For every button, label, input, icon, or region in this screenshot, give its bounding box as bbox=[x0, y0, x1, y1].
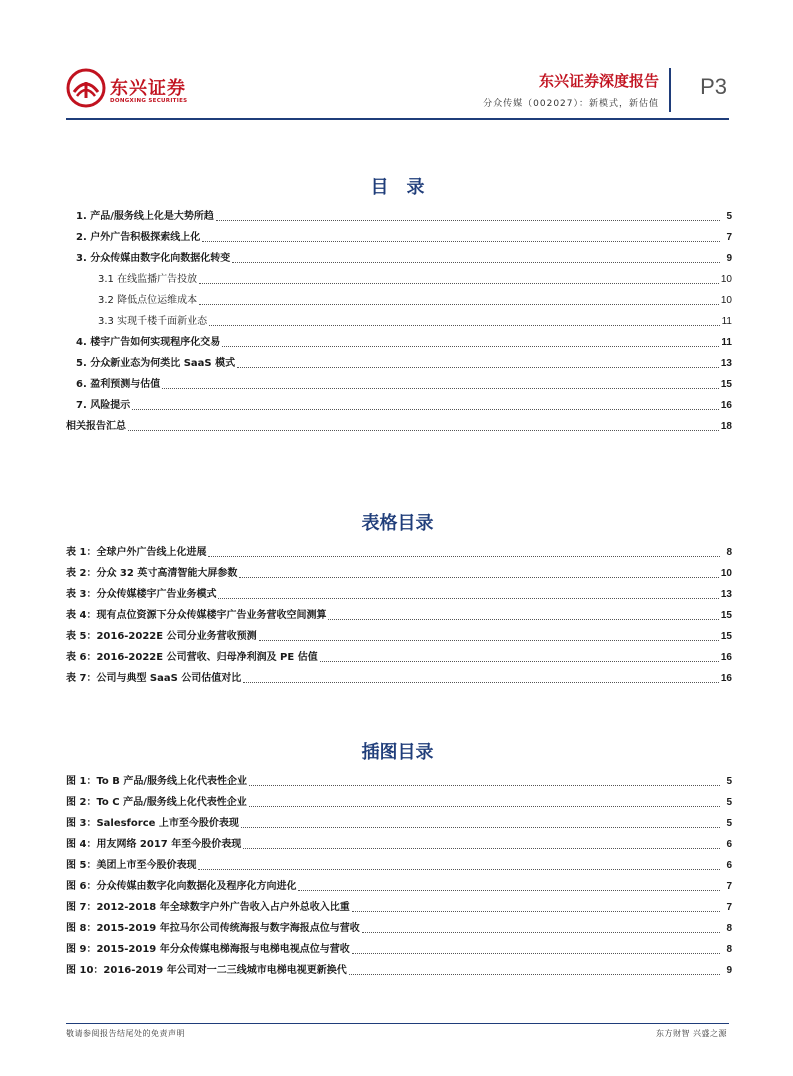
toc-entry-page: 10 bbox=[720, 295, 732, 306]
leader-dots bbox=[128, 429, 719, 431]
figure-entry-label: 图 5：美团上市至今股价表现 bbox=[66, 860, 197, 871]
toc-entry-page: 15 bbox=[720, 379, 732, 390]
figure-entry-page: 5 bbox=[726, 776, 732, 787]
leader-dots bbox=[328, 618, 718, 620]
toc-entry-page: 5 bbox=[726, 211, 732, 222]
toc-entry-label: 4. 楼宇广告如何实现程序化交易 bbox=[76, 337, 221, 348]
leader-dots bbox=[352, 952, 720, 954]
company-logo bbox=[66, 68, 226, 112]
figure-entry-label: 图 2：To C 产品/服务线上化代表性企业 bbox=[66, 797, 247, 808]
leader-dots bbox=[362, 931, 720, 933]
toc-entry-label: 3. 分众传媒由数字化向数据化转变 bbox=[76, 253, 231, 264]
toc-entry[interactable] bbox=[76, 375, 732, 392]
toc-entry-label: 1. 产品/服务线上化是大势所趋 bbox=[76, 211, 214, 222]
leader-dots bbox=[349, 973, 720, 975]
toc-entry[interactable] bbox=[76, 396, 732, 413]
toc-entry-page: 7 bbox=[726, 232, 732, 243]
figure-entry-page: 7 bbox=[726, 902, 732, 913]
figure-entry[interactable] bbox=[66, 877, 732, 894]
toc-entry-page: 10 bbox=[720, 274, 732, 285]
toc-entry-label: 5. 分众新业态为何类比 SaaS 模式 bbox=[76, 358, 236, 369]
figure-entry-page: 6 bbox=[726, 860, 732, 871]
toc-entry[interactable] bbox=[76, 333, 732, 350]
leader-dots bbox=[208, 555, 720, 557]
toc-entry-label: 3.2 降低点位运维成本 bbox=[98, 295, 198, 306]
leader-dots bbox=[320, 660, 719, 662]
leader-dots bbox=[216, 219, 720, 221]
table-entry[interactable] bbox=[66, 648, 732, 665]
toc-subentry[interactable] bbox=[98, 312, 732, 329]
leader-dots bbox=[209, 324, 720, 326]
figure-entry-page: 6 bbox=[726, 839, 732, 850]
toc-entry[interactable] bbox=[76, 207, 732, 224]
leader-dots bbox=[249, 784, 720, 786]
toc-entry-page: 13 bbox=[720, 358, 732, 369]
leader-dots bbox=[241, 826, 720, 828]
toc-entry-label: 相关报告汇总 bbox=[66, 421, 126, 432]
figure-entry[interactable] bbox=[66, 940, 732, 957]
figure-entry[interactable] bbox=[66, 772, 732, 789]
table-entry-page: 15 bbox=[720, 631, 732, 642]
table-entry[interactable] bbox=[66, 585, 732, 602]
figure-entry-label: 图 6：分众传媒由数字化向数据化及程序化方向进化 bbox=[66, 881, 297, 892]
figure-entry-page: 5 bbox=[726, 797, 732, 808]
toc-subentry[interactable] bbox=[98, 291, 732, 308]
leader-dots bbox=[199, 303, 719, 305]
figure-entry[interactable] bbox=[66, 961, 732, 978]
table-entry-label: 表 4：现有点位资源下分众传媒楼宇广告业务营收空间测算 bbox=[66, 610, 327, 621]
figures-toc-title: 插图目录 bbox=[361, 742, 434, 763]
table-entry-label: 表 6：2016-2022E 公司营收、归母净利润及 PE 估值 bbox=[66, 652, 318, 663]
figure-entry[interactable] bbox=[66, 835, 732, 852]
toc-entry-page: 11 bbox=[721, 337, 732, 348]
toc-entry-page: 9 bbox=[726, 253, 732, 264]
table-entry-page: 8 bbox=[726, 547, 732, 558]
leader-dots bbox=[198, 868, 720, 870]
table-entry-label: 表 1：全球户外广告线上化进展 bbox=[66, 547, 207, 558]
leader-dots bbox=[259, 639, 719, 641]
leader-dots bbox=[298, 889, 720, 891]
page-number: P3 bbox=[700, 74, 727, 99]
table-entry-label: 表 7：公司与典型 SaaS 公司估值对比 bbox=[66, 673, 242, 684]
toc-entry-label: 2. 户外广告积极探索线上化 bbox=[76, 232, 201, 243]
table-entry-label: 表 2：分众 32 英寸高清智能大屏参数 bbox=[66, 568, 238, 579]
leader-dots bbox=[218, 597, 718, 599]
logo-english-name: DONGXING SECURITIES bbox=[110, 98, 188, 104]
leader-dots bbox=[237, 366, 719, 368]
toc-entry-page: 16 bbox=[720, 400, 732, 411]
toc-entry-label: 3.3 实现千楼千面新业态 bbox=[98, 316, 208, 327]
table-entry[interactable] bbox=[66, 543, 732, 560]
leader-dots bbox=[352, 910, 720, 912]
figure-entry[interactable] bbox=[66, 793, 732, 810]
toc-entry[interactable] bbox=[76, 228, 732, 245]
figure-entry[interactable] bbox=[66, 814, 732, 831]
footer-disclaimer: 敬请参阅报告结尾处的免责声明 bbox=[66, 1029, 185, 1038]
report-title: 东兴证券深度报告 bbox=[538, 72, 659, 90]
toc-entry-page: 11 bbox=[721, 316, 732, 327]
table-entry-page: 13 bbox=[720, 589, 732, 600]
figure-entry[interactable] bbox=[66, 856, 732, 873]
table-entry[interactable] bbox=[66, 627, 732, 644]
footer-rule bbox=[66, 1023, 729, 1024]
leader-dots bbox=[162, 387, 719, 389]
leader-dots bbox=[232, 261, 720, 263]
figure-entry-page: 8 bbox=[726, 944, 732, 955]
toc-entry[interactable] bbox=[76, 354, 732, 371]
header-divider bbox=[669, 68, 671, 112]
logo-mark-icon bbox=[66, 68, 106, 108]
footer-slogan: 东方财智 兴盛之源 bbox=[655, 1029, 727, 1038]
toc-entry-label: 7. 风险提示 bbox=[76, 400, 131, 411]
toc-subentry[interactable] bbox=[98, 270, 732, 287]
header-rule bbox=[66, 118, 729, 120]
figure-entry[interactable] bbox=[66, 898, 732, 915]
toc-entry[interactable] bbox=[76, 249, 732, 266]
page-header bbox=[66, 60, 729, 122]
leader-dots bbox=[243, 847, 720, 849]
table-entry[interactable] bbox=[66, 606, 732, 623]
figure-entry-label: 图 10：2016-2019 年公司对一二三线城市电梯电视更新换代 bbox=[66, 965, 347, 976]
toc-entry-page: 18 bbox=[720, 421, 732, 432]
table-entry-page: 16 bbox=[720, 673, 732, 684]
leader-dots bbox=[222, 345, 719, 347]
toc-entry-label: 3.1 在线监播广告投放 bbox=[98, 274, 198, 285]
toc-entry[interactable] bbox=[66, 417, 732, 434]
table-entry-page: 10 bbox=[720, 568, 732, 579]
figure-entry-page: 9 bbox=[726, 965, 732, 976]
table-entry[interactable] bbox=[66, 669, 732, 686]
figure-entry-label: 图 7：2012-2018 年全球数字户外广告收入占户外总收入比重 bbox=[66, 902, 350, 913]
figure-entry-page: 7 bbox=[726, 881, 732, 892]
logo-chinese-name: 东兴证券 bbox=[110, 78, 186, 99]
table-entry-page: 15 bbox=[720, 610, 732, 621]
figure-entry-page: 5 bbox=[726, 818, 732, 829]
report-subtitle: 分众传媒（002027）：新模式，新估值 bbox=[483, 99, 659, 109]
toc-entry-label: 6. 盈利预测与估值 bbox=[76, 379, 161, 390]
figure-entry-label: 图 1：To B 产品/服务线上化代表性企业 bbox=[66, 776, 248, 787]
leader-dots bbox=[202, 240, 720, 242]
tables-toc-title: 表格目录 bbox=[361, 513, 434, 534]
figure-entry-label: 图 9：2015-2019 年分众传媒电梯海报与电梯电视点位与营收 bbox=[66, 944, 350, 955]
figure-entry-label: 图 8：2015-2019 年拉马尔公司传统海报与数字海报点位与营收 bbox=[66, 923, 360, 934]
table-entry-page: 16 bbox=[720, 652, 732, 663]
table-entry-label: 表 3：分众传媒楼宇广告业务模式 bbox=[66, 589, 217, 600]
figure-entry-label: 图 3：Salesforce 上市至今股价表现 bbox=[66, 818, 239, 829]
table-entry-label: 表 5：2016-2022E 公司分业务营收预测 bbox=[66, 631, 257, 642]
toc-title: 目 录 bbox=[370, 177, 425, 198]
leader-dots bbox=[199, 282, 719, 284]
leader-dots bbox=[132, 408, 719, 410]
leader-dots bbox=[243, 681, 719, 683]
leader-dots bbox=[249, 805, 720, 807]
figure-entry-page: 8 bbox=[726, 923, 732, 934]
leader-dots bbox=[239, 576, 719, 578]
table-entry[interactable] bbox=[66, 564, 732, 581]
figure-entry[interactable] bbox=[66, 919, 732, 936]
figure-entry-label: 图 4：用友网络 2017 年至今股价表现 bbox=[66, 839, 242, 850]
